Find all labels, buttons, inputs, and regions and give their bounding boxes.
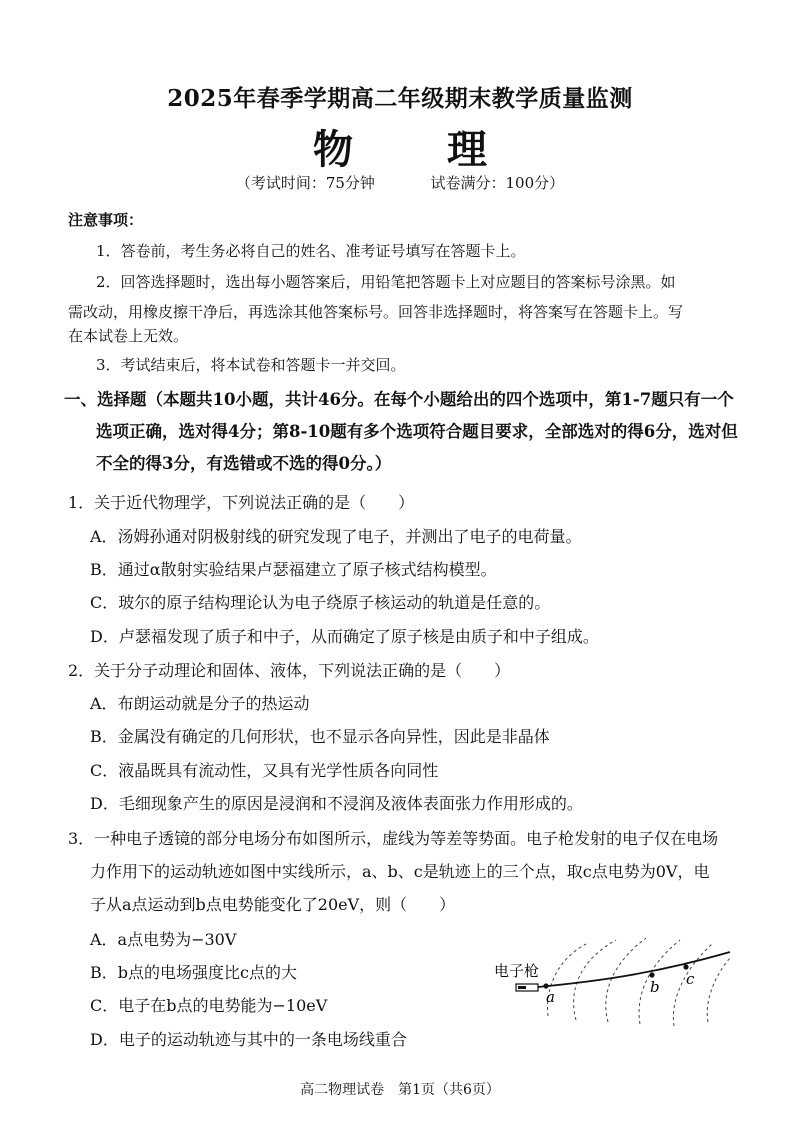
section-1-line-3: 不全的得3分，有选错或不选的得0分。） [96, 454, 392, 473]
question-2-stem: 2．关于分子动理论和固体、液体，下列说法正确的是（ ） [68, 661, 511, 680]
question-1-option-a: A．汤姆孙通对阴极射线的研究发现了电子，并测出了电子的电荷量。 [90, 527, 582, 546]
page-footer: 高二物理试卷 第1页（共6页） [300, 1082, 500, 1098]
question-3-stem-line-2: 力作用下的运动轨迹如图中实线所示，a、b、c是轨迹上的三个点，取c点电势为0V，电 [90, 862, 710, 881]
point-c-label: c [686, 970, 695, 988]
note-item-2-line-1: 2．回答选择题时，选出每小题答案后，用铅笔把答题卡上对应题目的答案标号涂黑。如 [96, 273, 676, 291]
question-2-option-a: A．布朗运动就是分子的热运动 [90, 694, 310, 713]
notes-label: 注意事项： [68, 211, 144, 229]
point-b-label: b [650, 978, 660, 996]
section-1-line-2: 选项正确，选对得4分；第8-10题有多个选项符合题目要求，全部选对的得6分，选对但 [96, 422, 738, 441]
section-1-line-1: 一、选择题（本题共10小题，共计46分。在每个小题给出的四个选项中，第1-7题只有一个 [64, 390, 734, 409]
exam-score: 试卷满分：100分） [430, 174, 565, 192]
electron-lens-figure [490, 930, 740, 1030]
question-3-stem-line-3: 子从a点运动到b点电势能变化了20eV，则（ ） [90, 895, 456, 914]
exam-title: 2025年春季学期高二年级期末教学质量监测 [167, 85, 633, 112]
point-c-marker [683, 964, 688, 969]
exam-info [0, 172, 800, 193]
electron-trajectory [538, 952, 730, 987]
equipotential-line-3 [606, 938, 646, 1022]
question-1-option-d: D．卢瑟福发现了质子和中子，从而确定了原子核是由质子和中子组成。 [90, 627, 599, 646]
question-1-option-c: C．玻尔的原子结构理论认为电子绕原子核运动的轨道是任意的。 [90, 593, 551, 612]
exam-time: （考试时间：75分钟 [235, 174, 375, 192]
question-3-option-c: C．电子在b点的电势能为−10eV [90, 996, 328, 1015]
note-item-2-line-3: 在本试卷上无效。 [68, 327, 189, 345]
note-item-3: 3．考试结束后，将本试卷和答题卡一并交回。 [96, 356, 406, 374]
question-2-option-b: B．金属没有确定的几何形状，也不显示各向异性，因此是非晶体 [90, 727, 550, 746]
note-item-2-line-2: 需改动，用橡皮擦干净后，再选涂其他答案标号。回答非选择题时，将答案写在答题卡上。写 [68, 303, 684, 321]
question-1-stem: 1．关于近代物理学，下列说法正确的是（ ） [68, 493, 415, 512]
question-1-option-b: B．通过α散射实验结果卢瑟福建立了原子核式结构模型。 [90, 560, 497, 579]
equipotential-line-6 [707, 958, 730, 1022]
question-3-option-b: B．b点的电场强度比c点的大 [90, 963, 297, 982]
question-2-option-c: C．液晶既具有流动性，又具有光学性质各向同性 [90, 761, 439, 780]
point-a-label: a [546, 988, 555, 1006]
note-item-1: 1．答卷前，考生务必将自己的姓名、准考证号填写在答题卡上。 [96, 242, 526, 260]
question-3-stem-line-1: 3．一种电子透镜的部分电场分布如图所示，虚线为等差等势面。电子枪发射的电子仅在电场 [68, 829, 719, 848]
point-b-marker [649, 972, 654, 977]
electron-gun-label: 电子枪 [494, 962, 540, 980]
subject-title: 物 理 [313, 126, 527, 173]
question-3-option-a: A．a点电势为−30V [90, 930, 237, 949]
question-3-option-d: D．电子的运动轨迹与其中的一条电场线重合 [90, 1030, 407, 1049]
question-2-option-d: D．毛细现象产生的原因是浸润和不浸润及液体表面张力作用形成的。 [90, 794, 583, 813]
